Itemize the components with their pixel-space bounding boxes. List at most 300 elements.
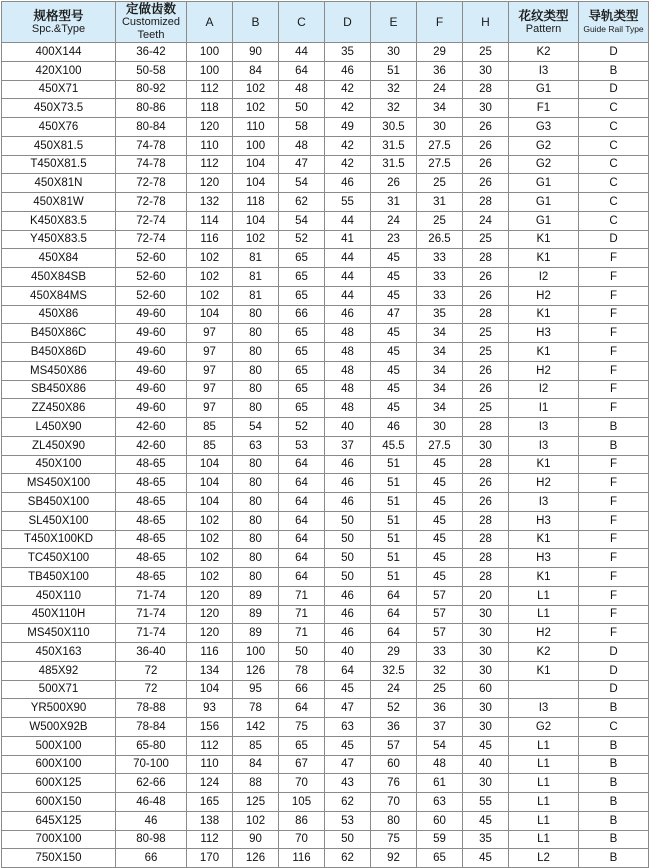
cell-pattern: L1 [509, 586, 579, 605]
cell-c: 50 [279, 99, 325, 118]
cell-pattern: I1 [509, 399, 579, 418]
cell-c: 75 [279, 718, 325, 737]
cell-b: 81 [233, 249, 279, 268]
cell-e: 51 [371, 455, 417, 474]
cell-c: 54 [279, 211, 325, 230]
cell-b: 118 [233, 193, 279, 212]
cell-teeth: 50-58 [116, 61, 187, 80]
cell-a: 104 [187, 493, 233, 512]
cell-guide-rail: F [579, 549, 649, 568]
cell-pattern: H2 [509, 286, 579, 305]
cell-c: 116 [279, 849, 325, 868]
cell-spec: L450X90 [2, 418, 116, 437]
table-row [2, 793, 649, 812]
cell-a: 112 [187, 80, 233, 99]
cell-spec: 450X81.5 [2, 136, 116, 155]
cell-guide-rail: C [579, 718, 649, 737]
cell-b: 89 [233, 624, 279, 643]
table-row [2, 493, 649, 512]
cell-c: 65 [279, 399, 325, 418]
cell-d: 48 [325, 399, 371, 418]
cell-pattern: G1 [509, 174, 579, 193]
cell-d: 46 [325, 455, 371, 474]
cell-pattern: G2 [509, 718, 579, 737]
cell-b: 80 [233, 474, 279, 493]
cell-a: 134 [187, 661, 233, 680]
cell-teeth: 48-65 [116, 568, 187, 587]
cell-guide-rail: F [579, 511, 649, 530]
cell-h: 26 [463, 493, 509, 512]
cell-b: 80 [233, 493, 279, 512]
cell-h: 30 [463, 99, 509, 118]
cell-d: 44 [325, 211, 371, 230]
cell-h: 25 [463, 43, 509, 62]
cell-pattern: I3 [509, 436, 579, 455]
cell-b: 84 [233, 755, 279, 774]
cell-c: 48 [279, 80, 325, 99]
cell-c: 78 [279, 661, 325, 680]
header-teeth [116, 2, 187, 43]
cell-spec: MS450X100 [2, 474, 116, 493]
cell-h: 28 [463, 249, 509, 268]
cell-c: 64 [279, 493, 325, 512]
cell-h: 60 [463, 680, 509, 699]
cell-guide-rail: D [579, 230, 649, 249]
cell-e: 24 [371, 211, 417, 230]
cell-guide-rail: F [579, 586, 649, 605]
cell-d: 48 [325, 324, 371, 343]
cell-pattern: L1 [509, 605, 579, 624]
cell-c: 64 [279, 699, 325, 718]
cell-a: 116 [187, 643, 233, 662]
cell-spec: TB450X100 [2, 568, 116, 587]
cell-guide-rail: F [579, 530, 649, 549]
cell-spec: 450X81N [2, 174, 116, 193]
cell-f: 33 [417, 643, 463, 662]
cell-e: 51 [371, 474, 417, 493]
table-row [2, 118, 649, 137]
cell-f: 45 [417, 474, 463, 493]
cell-c: 62 [279, 193, 325, 212]
cell-b: 95 [233, 680, 279, 699]
cell-d: 44 [325, 268, 371, 287]
cell-guide-rail: B [579, 61, 649, 80]
cell-c: 64 [279, 455, 325, 474]
cell-spec: 450X163 [2, 643, 116, 662]
cell-e: 45 [371, 361, 417, 380]
table-row [2, 699, 649, 718]
cell-h: 26 [463, 380, 509, 399]
cell-guide-rail: F [579, 493, 649, 512]
cell-a: 156 [187, 718, 233, 737]
cell-c: 52 [279, 418, 325, 437]
cell-guide-rail: D [579, 43, 649, 62]
cell-b: 142 [233, 718, 279, 737]
cell-f: 36 [417, 61, 463, 80]
cell-d: 42 [325, 155, 371, 174]
cell-teeth: 62-66 [116, 774, 187, 793]
cell-spec: 450X73.5 [2, 99, 116, 118]
cell-teeth: 48-65 [116, 474, 187, 493]
table-row [2, 249, 649, 268]
cell-d: 45 [325, 680, 371, 699]
cell-h: 28 [463, 530, 509, 549]
cell-pattern: L1 [509, 811, 579, 830]
cell-c: 65 [279, 736, 325, 755]
header-guide-en: Guide Rail Type [583, 24, 644, 34]
cell-c: 64 [279, 61, 325, 80]
cell-e: 57 [371, 736, 417, 755]
cell-spec: SB450X86 [2, 380, 116, 399]
cell-teeth: 36-42 [116, 43, 187, 62]
cell-b: 80 [233, 343, 279, 362]
cell-d: 46 [325, 624, 371, 643]
cell-f: 45 [417, 568, 463, 587]
cell-c: 48 [279, 136, 325, 155]
cell-b: 63 [233, 436, 279, 455]
cell-e: 31.5 [371, 136, 417, 155]
header-guide-rail [579, 2, 649, 43]
cell-guide-rail: F [579, 249, 649, 268]
cell-spec: ZL450X90 [2, 436, 116, 455]
cell-h: 25 [463, 343, 509, 362]
cell-c: 70 [279, 830, 325, 849]
cell-pattern: I3 [509, 61, 579, 80]
cell-guide-rail: C [579, 174, 649, 193]
cell-e: 64 [371, 624, 417, 643]
cell-b: 88 [233, 774, 279, 793]
cell-h: 28 [463, 511, 509, 530]
table-row [2, 549, 649, 568]
cell-d: 62 [325, 849, 371, 868]
cell-a: 85 [187, 436, 233, 455]
cell-h: 30 [463, 436, 509, 455]
cell-h: 30 [463, 661, 509, 680]
cell-c: 65 [279, 249, 325, 268]
cell-spec: 450X76 [2, 118, 116, 137]
cell-e: 92 [371, 849, 417, 868]
cell-d: 41 [325, 230, 371, 249]
cell-teeth: 72-74 [116, 211, 187, 230]
cell-guide-rail: F [579, 474, 649, 493]
cell-d: 47 [325, 755, 371, 774]
cell-e: 32.5 [371, 661, 417, 680]
table-row [2, 343, 649, 362]
cell-a: 120 [187, 605, 233, 624]
cell-f: 29 [417, 43, 463, 62]
cell-e: 24 [371, 680, 417, 699]
cell-spec: 645X125 [2, 811, 116, 830]
cell-c: 65 [279, 343, 325, 362]
cell-b: 102 [233, 99, 279, 118]
cell-h: 26 [463, 361, 509, 380]
cell-guide-rail: F [579, 568, 649, 587]
cell-pattern: L1 [509, 736, 579, 755]
cell-c: 71 [279, 624, 325, 643]
cell-e: 23 [371, 230, 417, 249]
cell-b: 126 [233, 661, 279, 680]
cell-h: 45 [463, 736, 509, 755]
cell-teeth: 71-74 [116, 624, 187, 643]
cell-f: 25 [417, 211, 463, 230]
cell-f: 34 [417, 380, 463, 399]
cell-a: 112 [187, 736, 233, 755]
cell-b: 80 [233, 361, 279, 380]
cell-spec: 450X100 [2, 455, 116, 474]
table-row [2, 193, 649, 212]
header-h: H [463, 2, 509, 43]
cell-a: 104 [187, 305, 233, 324]
cell-guide-rail: F [579, 399, 649, 418]
cell-d: 50 [325, 511, 371, 530]
cell-teeth: 72 [116, 680, 187, 699]
cell-b: 102 [233, 230, 279, 249]
cell-e: 51 [371, 61, 417, 80]
cell-f: 30 [417, 418, 463, 437]
cell-spec: 500X71 [2, 680, 116, 699]
cell-f: 54 [417, 736, 463, 755]
cell-h: 30 [463, 624, 509, 643]
cell-guide-rail: B [579, 699, 649, 718]
table-row [2, 511, 649, 530]
cell-pattern: K1 [509, 230, 579, 249]
table-row [2, 530, 649, 549]
cell-e: 51 [371, 511, 417, 530]
cell-a: 138 [187, 811, 233, 830]
cell-spec: 600X100 [2, 755, 116, 774]
cell-f: 34 [417, 324, 463, 343]
cell-teeth: 72-78 [116, 193, 187, 212]
table-row [2, 624, 649, 643]
cell-e: 52 [371, 699, 417, 718]
cell-c: 65 [279, 380, 325, 399]
cell-pattern: K1 [509, 455, 579, 474]
cell-pattern: H3 [509, 324, 579, 343]
cell-b: 80 [233, 399, 279, 418]
cell-e: 64 [371, 586, 417, 605]
table-row [2, 324, 649, 343]
cell-e: 31.5 [371, 155, 417, 174]
cell-e: 45 [371, 399, 417, 418]
cell-spec: MS450X110 [2, 624, 116, 643]
header-pattern [509, 2, 579, 43]
cell-d: 62 [325, 793, 371, 812]
table-row [2, 830, 649, 849]
cell-c: 58 [279, 118, 325, 137]
cell-c: 64 [279, 549, 325, 568]
cell-h: 30 [463, 699, 509, 718]
cell-h: 40 [463, 755, 509, 774]
cell-f: 63 [417, 793, 463, 812]
cell-pattern [509, 680, 579, 699]
cell-spec: 450X110H [2, 605, 116, 624]
cell-d: 46 [325, 174, 371, 193]
cell-a: 120 [187, 118, 233, 137]
table-row [2, 436, 649, 455]
cell-b: 54 [233, 418, 279, 437]
cell-spec: SB450X100 [2, 493, 116, 512]
cell-e: 45 [371, 249, 417, 268]
cell-teeth: 72-78 [116, 174, 187, 193]
table-row [2, 755, 649, 774]
cell-e: 80 [371, 811, 417, 830]
cell-a: 112 [187, 155, 233, 174]
table-row [2, 230, 649, 249]
cell-guide-rail: F [579, 624, 649, 643]
cell-spec: K450X83.5 [2, 211, 116, 230]
cell-teeth: 46-48 [116, 793, 187, 812]
cell-spec: W500X92B [2, 718, 116, 737]
cell-teeth: 48-65 [116, 511, 187, 530]
cell-a: 104 [187, 474, 233, 493]
header-teeth-en: Customized Teeth [121, 16, 181, 41]
cell-guide-rail: C [579, 155, 649, 174]
table-row [2, 736, 649, 755]
cell-f: 48 [417, 755, 463, 774]
cell-c: 50 [279, 643, 325, 662]
cell-h: 20 [463, 586, 509, 605]
cell-pattern: G1 [509, 193, 579, 212]
cell-h: 26 [463, 286, 509, 305]
cell-guide-rail: C [579, 118, 649, 137]
header-spec-en: Spc.&Type [31, 22, 86, 35]
cell-e: 47 [371, 305, 417, 324]
cell-teeth: 66 [116, 849, 187, 868]
cell-teeth: 78-84 [116, 718, 187, 737]
cell-pattern: L1 [509, 793, 579, 812]
cell-e: 51 [371, 568, 417, 587]
cell-a: 102 [187, 268, 233, 287]
cell-pattern: L1 [509, 755, 579, 774]
cell-b: 89 [233, 586, 279, 605]
table-row [2, 455, 649, 474]
cell-pattern: I2 [509, 380, 579, 399]
cell-guide-rail: C [579, 211, 649, 230]
cell-f: 45 [417, 530, 463, 549]
cell-spec: TC450X100 [2, 549, 116, 568]
cell-pattern: G1 [509, 211, 579, 230]
cell-a: 165 [187, 793, 233, 812]
cell-spec: 450X84 [2, 249, 116, 268]
cell-guide-rail: B [579, 418, 649, 437]
cell-h: 30 [463, 774, 509, 793]
cell-spec: 420X100 [2, 61, 116, 80]
cell-c: 66 [279, 305, 325, 324]
cell-teeth: 48-65 [116, 549, 187, 568]
header-c: C [279, 2, 325, 43]
cell-b: 85 [233, 736, 279, 755]
cell-d: 44 [325, 249, 371, 268]
cell-e: 46 [371, 418, 417, 437]
table-row [2, 774, 649, 793]
cell-f: 34 [417, 99, 463, 118]
cell-teeth: 42-60 [116, 418, 187, 437]
cell-h: 28 [463, 305, 509, 324]
cell-a: 118 [187, 99, 233, 118]
cell-pattern: H2 [509, 624, 579, 643]
header-guide-zh: 导轨类型 [588, 8, 639, 23]
cell-f: 57 [417, 624, 463, 643]
cell-teeth: 78-88 [116, 699, 187, 718]
cell-b: 104 [233, 174, 279, 193]
cell-h: 25 [463, 324, 509, 343]
cell-teeth: 72-74 [116, 230, 187, 249]
cell-c: 53 [279, 436, 325, 455]
header-spec [2, 2, 116, 43]
cell-teeth: 74-78 [116, 136, 187, 155]
table-row [2, 661, 649, 680]
cell-d: 49 [325, 118, 371, 137]
cell-b: 110 [233, 118, 279, 137]
cell-a: 93 [187, 699, 233, 718]
cell-pattern: K1 [509, 249, 579, 268]
cell-teeth: 49-60 [116, 305, 187, 324]
cell-d: 42 [325, 80, 371, 99]
cell-d: 46 [325, 305, 371, 324]
cell-f: 57 [417, 605, 463, 624]
table-row [2, 380, 649, 399]
cell-b: 81 [233, 286, 279, 305]
cell-spec: 450X84SB [2, 268, 116, 287]
cell-pattern: L1 [509, 774, 579, 793]
cell-c: 44 [279, 43, 325, 62]
cell-f: 37 [417, 718, 463, 737]
header-b: B [233, 2, 279, 43]
cell-d: 50 [325, 530, 371, 549]
cell-teeth: 74-78 [116, 155, 187, 174]
cell-a: 104 [187, 680, 233, 699]
cell-c: 64 [279, 511, 325, 530]
cell-h: 26 [463, 174, 509, 193]
cell-c: 64 [279, 568, 325, 587]
cell-spec: 450X86 [2, 305, 116, 324]
cell-b: 104 [233, 211, 279, 230]
cell-spec: 450X110 [2, 586, 116, 605]
cell-e: 30.5 [371, 118, 417, 137]
header-d: D [325, 2, 371, 43]
spec-table [1, 1, 649, 868]
cell-a: 102 [187, 286, 233, 305]
table-row [2, 80, 649, 99]
cell-h: 45 [463, 811, 509, 830]
cell-c: 64 [279, 474, 325, 493]
table-row [2, 586, 649, 605]
cell-guide-rail: B [579, 755, 649, 774]
cell-spec: 450X84MS [2, 286, 116, 305]
cell-e: 26 [371, 174, 417, 193]
cell-spec: T450X100KD [2, 530, 116, 549]
table-row [2, 174, 649, 193]
cell-guide-rail: C [579, 136, 649, 155]
cell-d: 44 [325, 286, 371, 305]
cell-guide-rail: D [579, 680, 649, 699]
cell-d: 53 [325, 811, 371, 830]
cell-pattern: K2 [509, 43, 579, 62]
header-teeth-zh: 定做齿数 [125, 1, 176, 16]
table-row [2, 418, 649, 437]
cell-teeth: 72 [116, 661, 187, 680]
cell-h: 25 [463, 230, 509, 249]
cell-d: 40 [325, 643, 371, 662]
cell-d: 50 [325, 830, 371, 849]
cell-spec: MS450X86 [2, 361, 116, 380]
cell-a: 97 [187, 324, 233, 343]
cell-d: 48 [325, 361, 371, 380]
cell-b: 80 [233, 568, 279, 587]
cell-guide-rail: F [579, 268, 649, 287]
header-pattern-zh: 花纹类型 [518, 7, 569, 23]
cell-pattern: I3 [509, 493, 579, 512]
